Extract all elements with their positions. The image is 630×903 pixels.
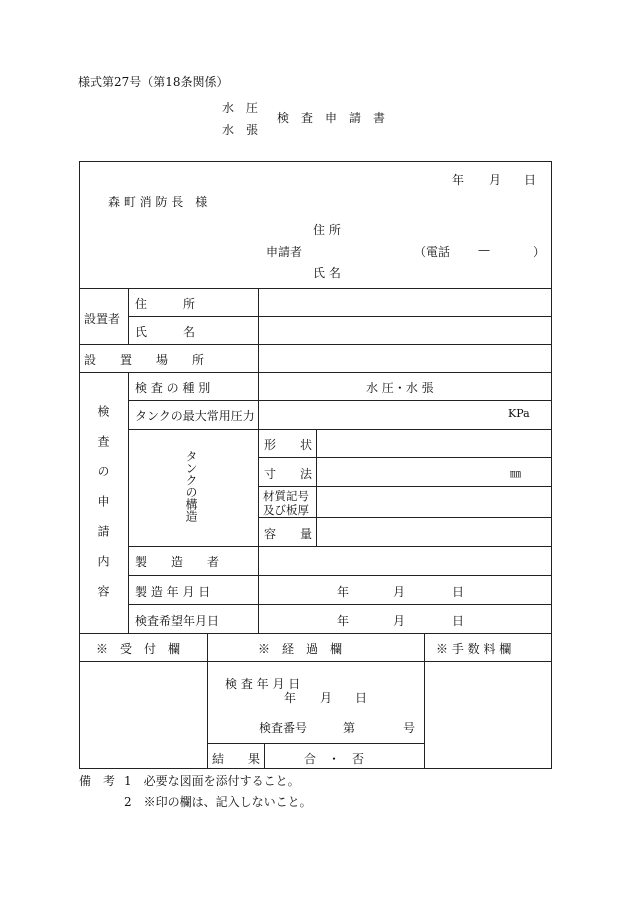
installer-address-label: 住 所 (135, 297, 196, 311)
page-title: 検 査 申 請 書 (277, 111, 386, 125)
desired-date-year: 年 (337, 614, 350, 628)
result-label: 結 果 (212, 752, 261, 766)
applicant-address-label: 住 所 (313, 223, 341, 237)
applicant-name-label: 氏 名 (313, 266, 341, 280)
title-water-filling: 水 張 (222, 123, 259, 137)
progress-label: ※ 経 過 欄 (258, 642, 343, 656)
installer-name-label: 氏 名 (135, 325, 196, 339)
fee-label: ※ 手 数 料 欄 (436, 642, 512, 656)
phone-open: （電話 (414, 245, 451, 259)
desired-date-label: 検査希望年月日 (135, 614, 220, 628)
dimensions-unit: ㎜ (510, 467, 521, 480)
phone-dash: — (478, 243, 490, 257)
remarks-item-1: 1 必要な図面を添付すること。 (124, 774, 300, 788)
date-day-label: 日 (524, 173, 537, 187)
max-pressure-unit: KPa (508, 407, 530, 420)
material-label-line2: 及び板厚 (263, 503, 309, 517)
date-year-label: 年 (452, 173, 465, 187)
date-month-label: 月 (489, 173, 502, 187)
reception-label: ※ 受 付 欄 (96, 642, 181, 656)
desired-date-month: 月 (393, 614, 406, 628)
dimensions-label: 寸 法 (264, 467, 313, 481)
result-value: 合 ・ 否 (304, 752, 365, 766)
form-number: 様式第27号（第18条関係） (78, 75, 229, 89)
manufacturer-label: 製 造 者 (135, 555, 220, 569)
inspection-number: 検査番号 第 号 (259, 721, 416, 735)
manufacture-date-month: 月 (393, 585, 406, 599)
remarks-label: 備 考 (79, 774, 116, 788)
inspection-date-label: 検 査 年 月 日 (225, 677, 301, 691)
inspection-date-month: 月 (320, 691, 333, 705)
inspection-type-label: 検 査 の 種 別 (135, 381, 211, 395)
shape-label: 形 状 (264, 438, 313, 452)
tank-structure-label: タンクの構造 (184, 450, 198, 522)
phone-close: ） (533, 245, 546, 259)
inspection-group-label: 検査の申請内容 (96, 405, 110, 615)
manufacture-date-label: 製 造 年 月 日 (135, 585, 211, 599)
manufacture-date-day: 日 (452, 585, 465, 599)
title-water-pressure: 水 圧 (222, 101, 259, 115)
installation-place-label: 設 置 場 所 (84, 353, 205, 367)
remarks-item-2: 2 ※印の欄は、記入しないこと。 (124, 795, 312, 809)
desired-date-day: 日 (452, 614, 465, 628)
capacity-label: 容 量 (264, 527, 313, 541)
installer-group-label: 設置者 (84, 312, 121, 326)
manufacture-date-year: 年 (337, 585, 350, 599)
applicant-label: 申請者 (266, 245, 303, 259)
material-label-line1: 材質記号 (263, 489, 309, 503)
inspection-date-year: 年 (284, 691, 297, 705)
max-pressure-label: タンクの最大常用圧力 (135, 409, 255, 423)
inspection-type-value: 水 圧・水 張 (366, 381, 434, 395)
inspection-date-day: 日 (355, 691, 368, 705)
addressee: 森 町 消 防 長 様 (108, 195, 208, 209)
